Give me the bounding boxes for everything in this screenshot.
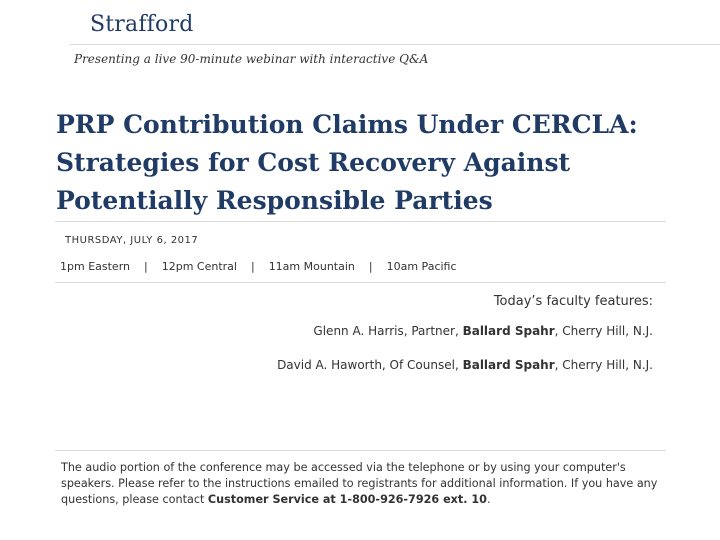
faculty-member bbox=[277, 358, 653, 372]
webinar-title bbox=[56, 106, 676, 220]
faculty-member bbox=[313, 324, 653, 338]
footer-divider bbox=[55, 450, 666, 451]
title-line-1: PRP Contribution Claims Under CERCLA: bbox=[56, 110, 638, 139]
faculty-name-role: David A. Haworth, Of Counsel, bbox=[277, 358, 463, 372]
faculty-firm: Ballard Spahr bbox=[462, 324, 555, 338]
time-eastern: 1pm Eastern bbox=[60, 260, 130, 273]
webinar-times bbox=[60, 260, 457, 273]
title-line-2: Strategies for Cost Recovery Against bbox=[56, 148, 571, 177]
time-separator: | bbox=[250, 260, 255, 273]
faculty-location: , Cherry Hill, N.J. bbox=[554, 358, 653, 372]
instructions-end: . bbox=[486, 493, 491, 506]
tagline: Presenting a live 90-minute webinar with interactive Q&A bbox=[74, 52, 429, 66]
time-pacific: 10am Pacific bbox=[386, 260, 457, 273]
customer-service-contact: Customer Service at 1-800-926-7926 ext. 10 bbox=[207, 493, 487, 506]
schedule-divider bbox=[55, 282, 666, 283]
time-central: 12pm Central bbox=[161, 260, 237, 273]
title-divider bbox=[55, 221, 666, 222]
audio-instructions bbox=[61, 460, 661, 508]
faculty-heading: Today’s faculty features: bbox=[493, 294, 653, 309]
strafford-logo: Strafford bbox=[90, 12, 194, 37]
title-line-3: Potentially Responsible Parties bbox=[56, 186, 493, 215]
faculty-location: , Cherry Hill, N.J. bbox=[554, 324, 653, 338]
instructions-text: The audio portion of the conference may be accessed via the telephone or by using your computer's speakers. Please refer to the instructions emailed to registrants for additional information. If you have any questions, please contact bbox=[61, 461, 658, 506]
time-separator: | bbox=[368, 260, 373, 273]
webinar-date: THURSDAY, JULY 6, 2017 bbox=[65, 235, 199, 246]
faculty-firm: Ballard Spahr bbox=[462, 358, 555, 372]
time-mountain: 11am Mountain bbox=[268, 260, 355, 273]
faculty-name-role: Glenn A. Harris, Partner, bbox=[313, 324, 463, 338]
time-separator: | bbox=[144, 260, 148, 273]
header-divider bbox=[70, 44, 720, 45]
